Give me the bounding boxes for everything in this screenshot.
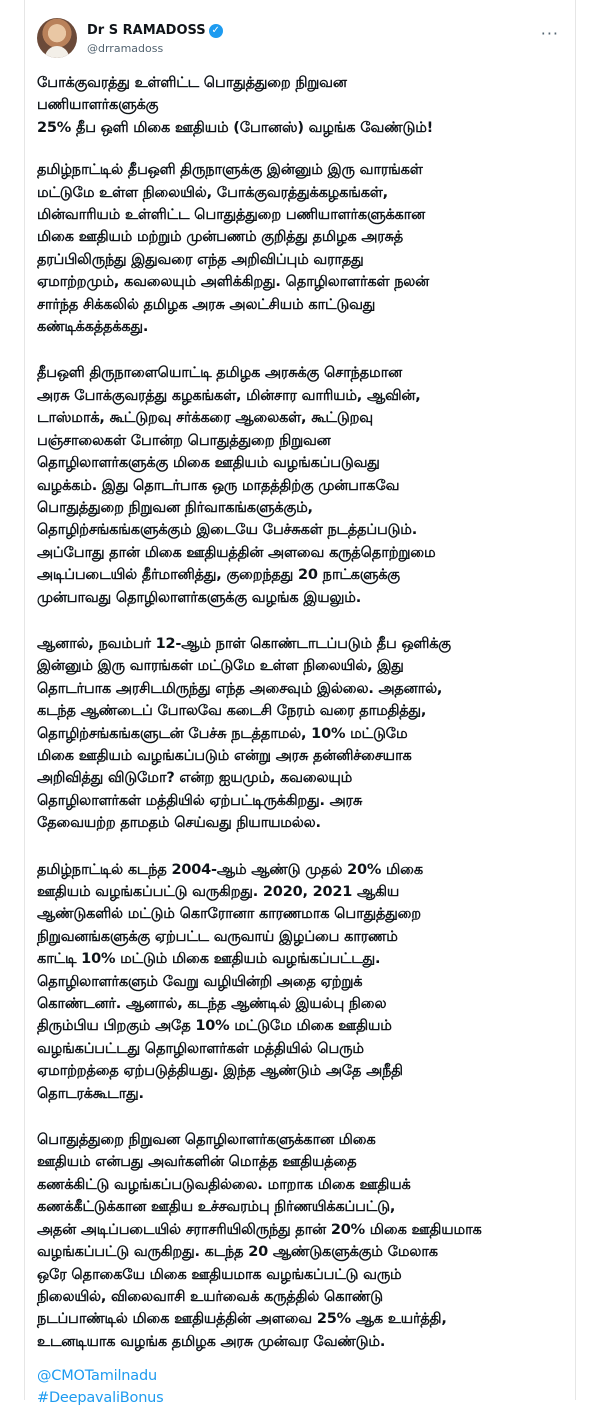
- post-links: [37, 1365, 559, 1409]
- user-avatar[interactable]: [37, 18, 77, 58]
- post-paragraph-1: தமிழ்நாட்டில் தீபஒளி திருநாளுக்கு இன்னும் இரு வாரங்கள் மட்டுமே உள்ள நிலையில், போக்குவரத்துக்கழகங்கள், மின்வாரியம் உள்ளிட்ட பொதுத்துறை பணியாளர்களுக்கான மிகை ஊதியம் மற்றும் முன்பணம் குறித்து தமிழக அரசுத் தரப்பிலிருந்து இதுவரை எந்த அறிவிப்பும் வராதது ஏமாற்றமும், கவலையும் அளிக்கிறது. தொழிலாளர்கள் நலன் சார்ந்த சிக்கலில் தமிழக அரசு அலட்சியம் காட்டுவது கண்டிக்கத்தக்கது.: [37, 162, 430, 336]
- post-paragraph-3: ஆனால், நவம்பர் 12-ஆம் நாள் கொண்டாடப்படும் தீப ஒளிக்கு இன்னும் இரு வாரங்கள் மட்டுமே உள்ள நிலையில், இது தொடர்பாக அரசிடமிருந்து எந்த அசைவும் இல்லை. அதனால், கடந்த ஆண்டைப் போலவே கடைசி நேரம் வரை தாமதித்து, தொழிற்சங்கங்களுடன் பேச்சு நடத்தாமல், 10% மட்டுமே மிகை ஊதியம் வழங்கப்படும் என்று அரசு தன்னிச்சையாக அறிவித்து விடுமோ? என்ற ஐயமும், கவலையும் தொழிலாளர்கள் மத்தியில் ஏற்பட்டிருக்கிறது. அரசு தேவையற்ற தாமதம் செய்வது நியாயமல்ல.: [37, 635, 451, 832]
- post-paragraph-5: பொதுத்துறை நிறுவன தொழிலாளர்களுக்கான மிகை ஊதியம் என்பது அவர்களின் மொத்த ஊதியத்தை கணக்கிட்டு வழங்கப்படுவதில்லை. மாறாக மிகை ஊதியக் கணக்கீட்டுக்கான ஊதிய உச்சவரம்பு நிர்ணயிக்கப்பட்டு, அதன் அடிப்படையில் சராசரியிலிருந்து தான் 20% மிகை ஊதியமாக வழங்கப்பட்டு வருகிறது. கடந்த 20 ஆண்டுகளுக்கும் மேலாக ஒரே தொகையே மிகை ஊதியமாக வழங்கப்பட்டு வரும் நிலையில், விலைவாசி உயர்வைக் கருத்தில் கொண்டு நடப்பாண்டில் மிகை ஊதியத்தின் அளவை 25% ஆக உயர்த்தி, உடனடியாக வழங்க தமிழக அரசு முன்வர வேண்டும்.: [37, 1132, 482, 1350]
- post-paragraph-2: தீபஒளி திருநாளையொட்டி தமிழக அரசுக்கு சொந்தமான அரசு போக்குவரத்து கழகங்கள், மின்சார வாரியம், ஆவின், டாஸ்மாக், கூட்டுறவு சர்க்கரை ஆலைகள், கூட்டுறவு பஞ்சாலைகள் போன்ற பொதுத்துறை நிறுவன தொழிலாளர்களுக்கு மிகை ஊதியம் வழங்கப்படுவது வழக்கம். இது தொடர்பாக ஒரு மாதத்திற்கு முன்பாகவே பொதுத்துறை நிறுவன நிர்வாகங்களுக்கும், தொழிற்சங்கங்களுக்கும் இடையே பேச்சுகள் நடத்தப்படும். அப்போது தான் மிகை ஊதியத்தின் அளவை கருத்தொற்றுமை அடிப்படையில் தீர்மானித்து, குறைந்தது 20 நாட்களுக்கு முன்பாவது தொழிலாளர்களுக்கு வழங்க இயலும்.: [37, 365, 436, 606]
- more-options-icon[interactable]: ···: [540, 24, 559, 43]
- author-info: [87, 20, 223, 55]
- author-handle[interactable]: @drramadoss: [87, 42, 164, 55]
- post-paragraph-4: தமிழ்நாட்டில் கடந்த 2004-ஆம் ஆண்டு முதல் 20% மிகை ஊதியம் வழங்கப்பட்டு வருகிறது. 2020, 2021 ஆகிய ஆண்டுகளில் மட்டும் கொரோனா காரணமாக பொதுத்துறை நிறுவனங்களுக்கு ஏற்பட்ட வருவாய் இழப்பை காரணம் காட்டி 10% மட்டும் மிகை ஊதியம் வழங்கப்பட்டது. தொழிலாளர்களும் வேறு வழியின்றி அதை ஏற்றுக் கொண்டனர். ஆனால், கடந்த ஆண்டில் இயல்பு நிலை திரும்பிய பிறகும் அதே 10% மட்டுமே மிகை ஊதியம் வழங்கப்பட்டது தொழிலாளர்கள் மத்தியில் பெரும் ஏமாற்றத்தை ஏற்படுத்தியது. இந்த ஆண்டும் அதே அநீதி தொடரக்கூடாது.: [37, 861, 423, 1102]
- hashtag-link[interactable]: #DeepavaliBonus: [37, 1390, 164, 1407]
- verified-badge-icon: ✓: [209, 24, 223, 38]
- mention-link[interactable]: @CMOTamilnadu: [37, 1368, 157, 1385]
- author-display-name[interactable]: Dr S RAMADOSS: [87, 23, 206, 38]
- post-title: போக்குவரத்து உள்ளிட்ட பொதுத்துறை நிறுவன பணியாளர்களுக்கு 25% தீப ஒளி மிகை ஊதியம் (போனஸ்) வழங்க வேண்டும்!: [37, 75, 434, 136]
- post-header: [37, 14, 563, 62]
- post-text: [37, 72, 559, 1409]
- post-card: [24, 0, 576, 1407]
